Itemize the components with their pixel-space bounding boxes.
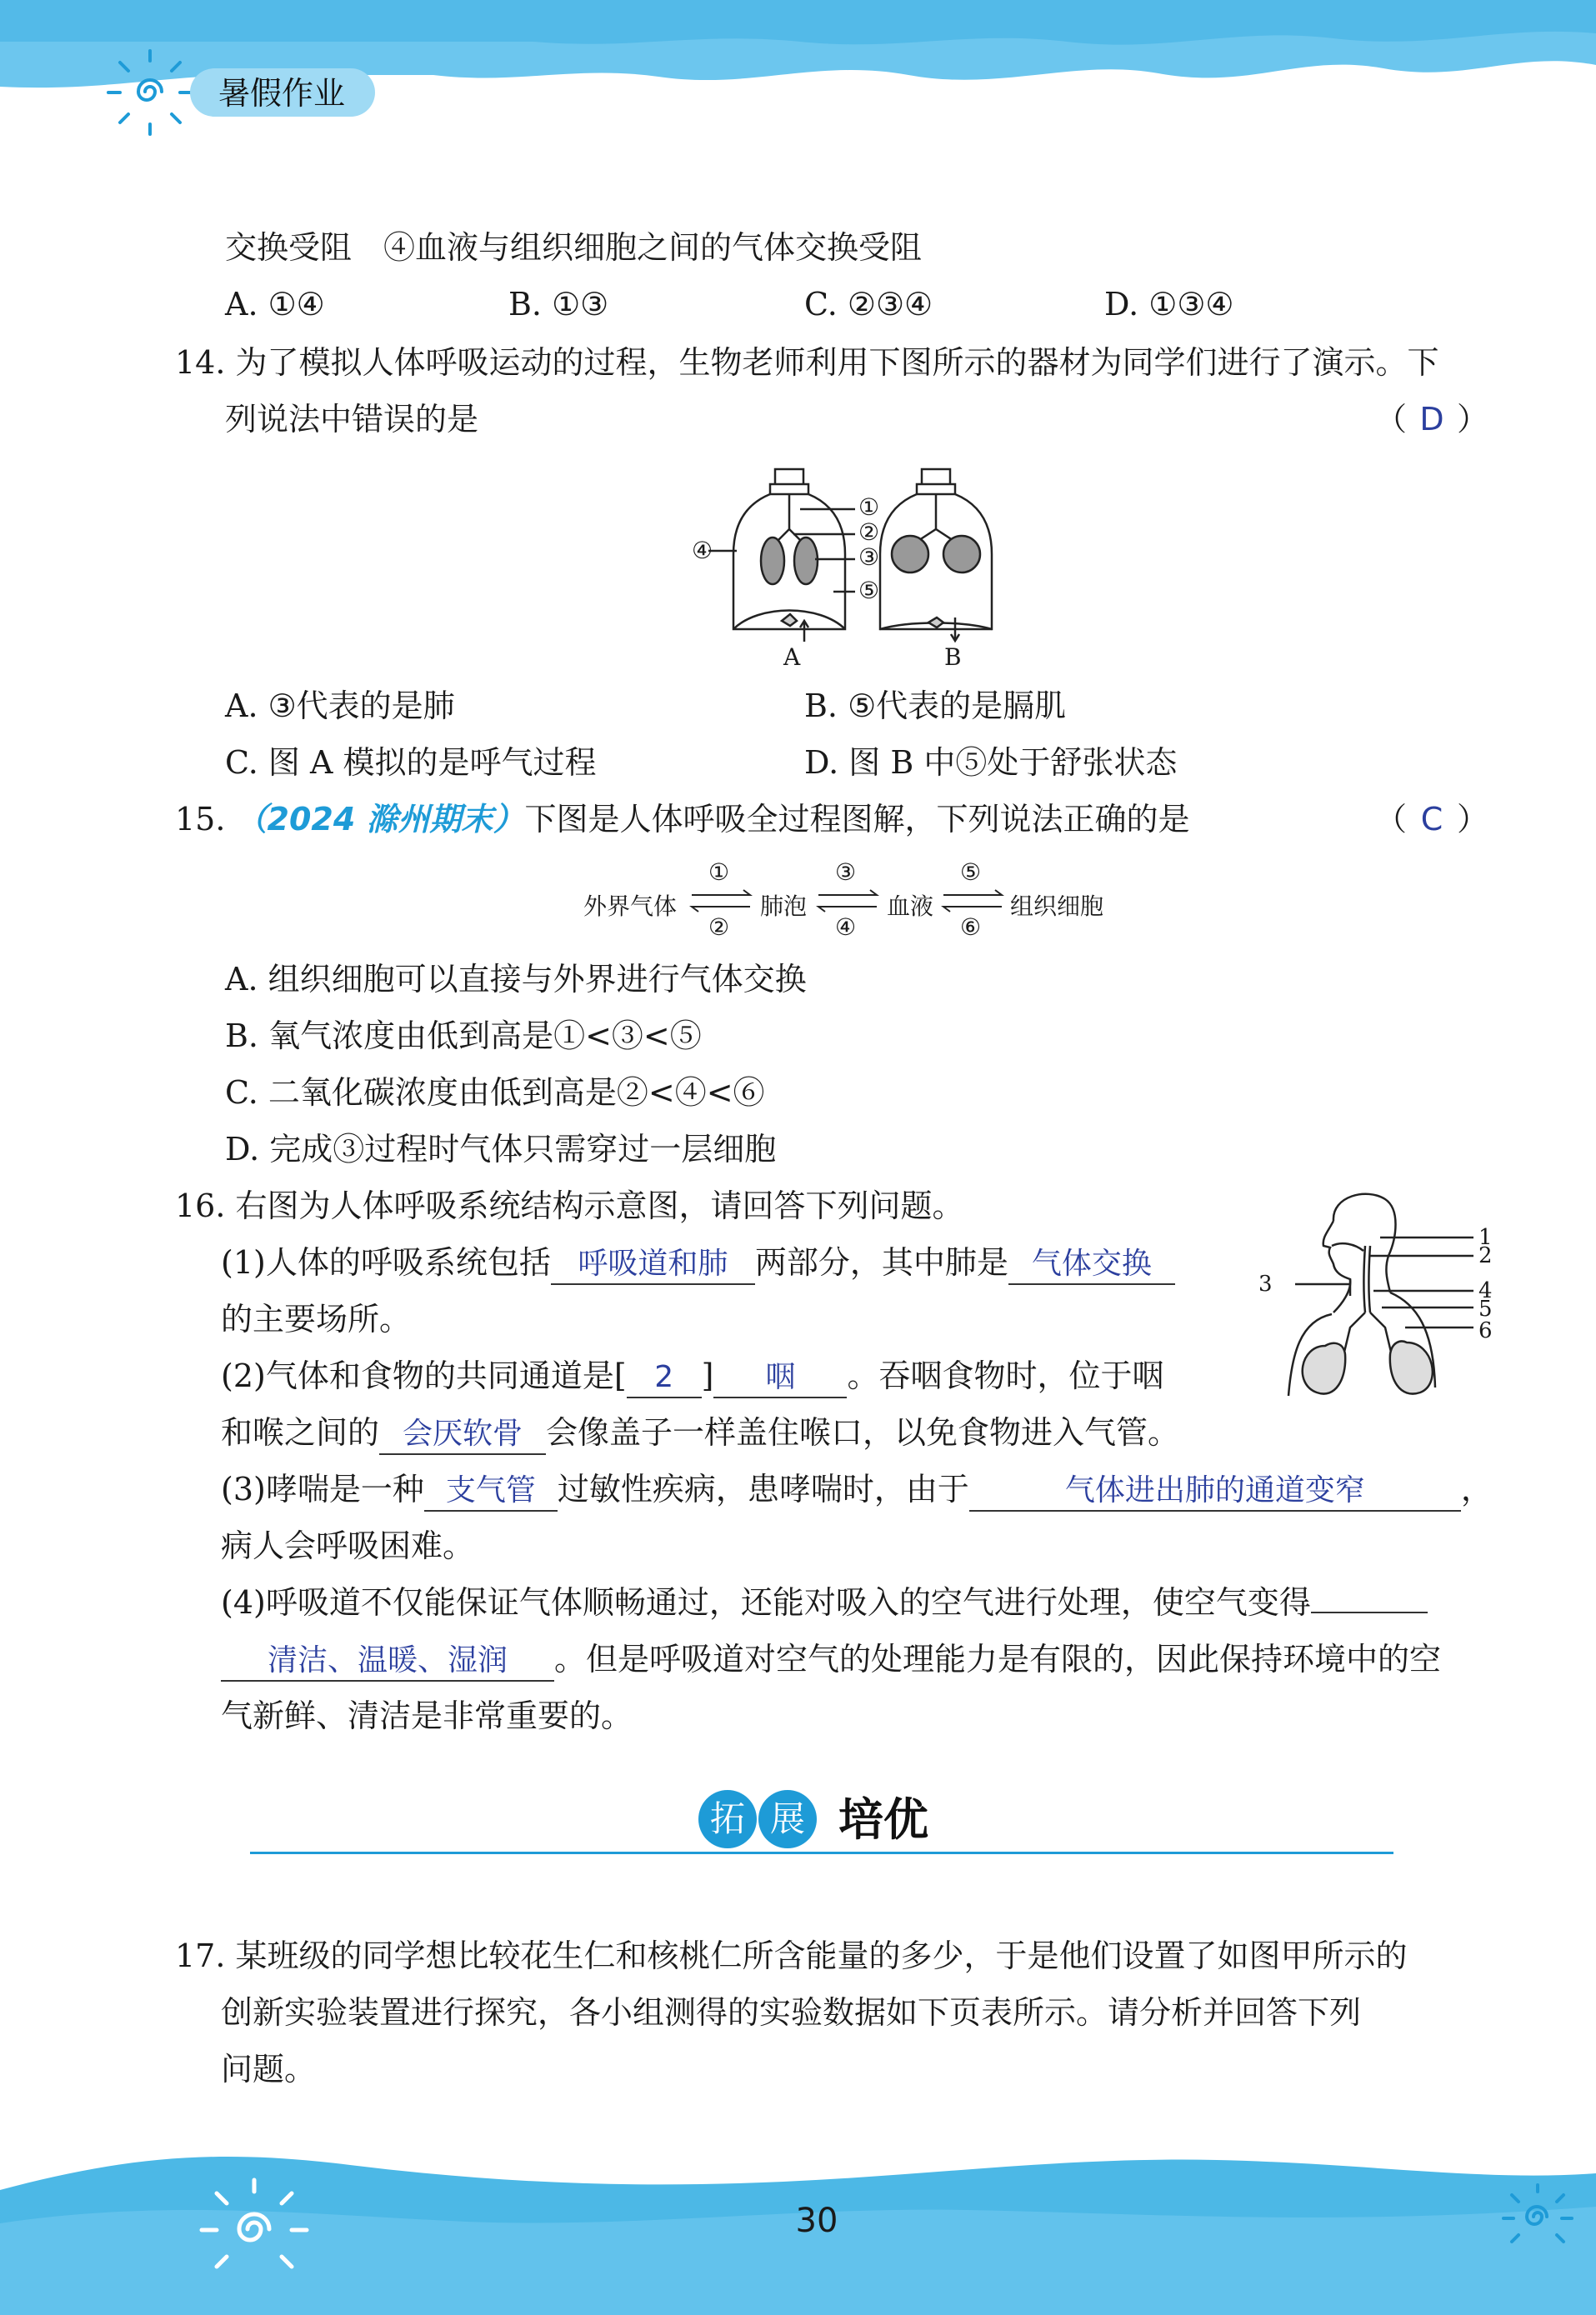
- flow-top-5: ⑤: [960, 858, 982, 886]
- flow-bottom-4: ④: [835, 913, 857, 941]
- q16-p2-text-e: 会像盖子一样盖住喉口，以免食物进入气管。: [546, 1414, 1180, 1451]
- q14-answer: D: [1419, 401, 1444, 438]
- sun-icon: [100, 46, 200, 138]
- q16-part3-end: 病人会呼吸困难。: [221, 1528, 475, 1564]
- q16-p1-text-a: (1)人体的呼吸系统包括: [221, 1244, 551, 1281]
- flow-bottom-2: ②: [708, 913, 730, 941]
- jar-label-a: A: [783, 643, 801, 671]
- flow-node-tissue-cells: 组织细胞: [1010, 892, 1104, 920]
- answer-shared-passage-number: 2: [654, 1360, 674, 1394]
- q15-source: （2024 滁州期末）: [235, 801, 525, 838]
- q16-p2-text-d: 和喉之间的: [221, 1414, 380, 1451]
- flow-top-1: ①: [708, 858, 730, 886]
- flow-arrows: [583, 858, 1117, 942]
- jar-label-1: ①: [858, 493, 880, 521]
- q16-part2-b: [221, 1412, 1179, 1455]
- q15-option-c: C. 二氧化碳浓度由低到高是②<④<⑥: [225, 1074, 765, 1111]
- q17-line-1: 17. 某班级的同学想比较花生仁和核桃仁所含能量的多少，于是他们设置了如图甲所示的: [175, 1938, 1408, 1974]
- q14-answer-bracket: （ D ）: [1375, 398, 1488, 440]
- page-number: 30: [795, 2202, 838, 2240]
- flow-bottom-6: ⑥: [960, 913, 982, 941]
- answer-asthma-site: 支气管: [445, 1473, 536, 1508]
- header-title: 暑假作业: [218, 75, 346, 112]
- q16-p1-text-b: 两部分，其中肺是: [754, 1244, 1008, 1281]
- q17-line-3: 问题。: [221, 2051, 317, 2088]
- q16-part4-end: 气新鲜、清洁是非常重要的。: [221, 1698, 633, 1734]
- jar-label-4: ④: [692, 537, 713, 564]
- q13-option-d: D. ①③④: [1104, 286, 1234, 322]
- flow-node-blood: 血液: [887, 892, 934, 920]
- q16-p2-text-a: (2)气体和食物的共同通道是[: [221, 1358, 627, 1394]
- body-label-2: 2: [1478, 1243, 1493, 1268]
- q15-option-d: D. 完成③过程时气体只需穿过一层细胞: [225, 1131, 777, 1168]
- answer-respiratory-parts: 呼吸道和肺: [578, 1247, 728, 1281]
- answer-shared-passage-name: 咽: [765, 1360, 796, 1394]
- q14-stem-1: 14. 为了模拟人体呼吸运动的过程，生物老师利用下图所示的器材为同学们进行了演示。下: [175, 344, 1439, 381]
- q16-part3: [221, 1468, 1493, 1512]
- flow-top-3: ③: [835, 858, 857, 886]
- q14-option-b: B. ⑤代表的是膈肌: [804, 688, 1067, 724]
- jar-label-3: ③: [858, 543, 880, 571]
- q17-line-2: 创新实验装置进行探究，各小组测得的实验数据如下页表所示。请分析并回答下列: [221, 1994, 1362, 2031]
- section-char-2: 展: [769, 1798, 805, 1839]
- footer-sun-icon: [192, 2175, 317, 2283]
- flow-node-alveoli: 肺泡: [760, 892, 808, 920]
- q16-p3-text-b: 过敏性疾病，患哮喘时，由于: [557, 1471, 969, 1508]
- q16-part4: [221, 1582, 1428, 1623]
- q14-option-c: C. 图 A 模拟的是呼气过程: [225, 744, 597, 781]
- q14-option-d: D. 图 B 中⑤处于舒张状态: [804, 744, 1178, 781]
- q15-answer-bracket: （ C ）: [1375, 798, 1488, 840]
- section-divider: [250, 1852, 1393, 1854]
- q14-stem-2: 列说法中错误的是: [225, 401, 479, 438]
- q16-p2-text-c: 。吞咽食物时，位于咽: [847, 1358, 1164, 1394]
- q15-answer: C: [1420, 801, 1443, 838]
- jar-label-2: ②: [858, 518, 880, 546]
- q16-part4-b: [221, 1638, 1441, 1682]
- q15-option-b: B. 氧气浓度由低到高是①<③<⑤: [225, 1018, 702, 1054]
- q16-stem: 16. 右图为人体呼吸系统结构示意图，请回答下列问题。: [175, 1188, 964, 1224]
- body-label-3: 3: [1258, 1272, 1273, 1297]
- q16-part1-end: 的主要场所。: [221, 1301, 412, 1338]
- q15-option-a: A. 组织细胞可以直接与外界进行气体交换: [225, 961, 807, 998]
- jar-label-b: B: [944, 643, 962, 671]
- q14-option-a: A. ③代表的是肺: [225, 688, 455, 724]
- bell-jar-diagram: [683, 462, 1017, 679]
- q15-stem: [175, 798, 1190, 840]
- footer-sun-icon-right: [1500, 2183, 1575, 2250]
- q16-p4-text-a: (4)呼吸道不仅能保证气体顺畅通过，还能对吸入的空气进行处理，使空气变得: [221, 1584, 1311, 1621]
- section-badge-2: [758, 1790, 817, 1848]
- body-label-4: 4: [1478, 1278, 1493, 1303]
- body-label-5: 5: [1478, 1297, 1493, 1322]
- q13-option-c: C. ②③④: [804, 286, 933, 322]
- q16-part2: [221, 1355, 1164, 1398]
- respiration-flow: [583, 858, 1117, 942]
- q13-option-b: B. ①③: [508, 286, 609, 322]
- answer-lung-function: 气体交换: [1031, 1247, 1152, 1281]
- q13-line: 交换受阻 ④血液与组织细胞之间的气体交换受阻: [225, 229, 923, 266]
- section-title: 培优: [838, 1792, 928, 1846]
- q16-p3-text-a: (3)哮喘是一种: [221, 1471, 424, 1508]
- jar-label-5: ⑤: [858, 577, 880, 604]
- answer-asthma-reason: 气体进出肺的通道变窄: [1064, 1473, 1365, 1508]
- q13-option-a: A. ①④: [225, 286, 325, 322]
- respiratory-system-diagram: [1242, 1188, 1483, 1408]
- answer-epiglottis: 会厌软骨: [403, 1417, 523, 1451]
- flow-node-external-air: 外界气体: [583, 892, 678, 920]
- q15-stem-text: 下图是人体呼吸全过程图解，下列说法正确的是: [524, 801, 1190, 838]
- q16-p2-text-b: ]: [701, 1358, 714, 1394]
- body-label-6: 6: [1478, 1318, 1493, 1343]
- q15-number: 15.: [175, 801, 226, 838]
- body-label-1: 1: [1478, 1225, 1493, 1250]
- answer-air-processing: 清洁、温暖、湿润: [267, 1643, 508, 1678]
- section-char-1: 拓: [709, 1798, 745, 1839]
- section-badge-1: [698, 1790, 757, 1848]
- q16-p4-text-b: 。但是呼吸道对空气的处理能力是有限的，因此保持环境中的空: [554, 1641, 1442, 1678]
- q16-p3-text-c: ，: [1460, 1471, 1493, 1508]
- q16-part1: [221, 1242, 1175, 1285]
